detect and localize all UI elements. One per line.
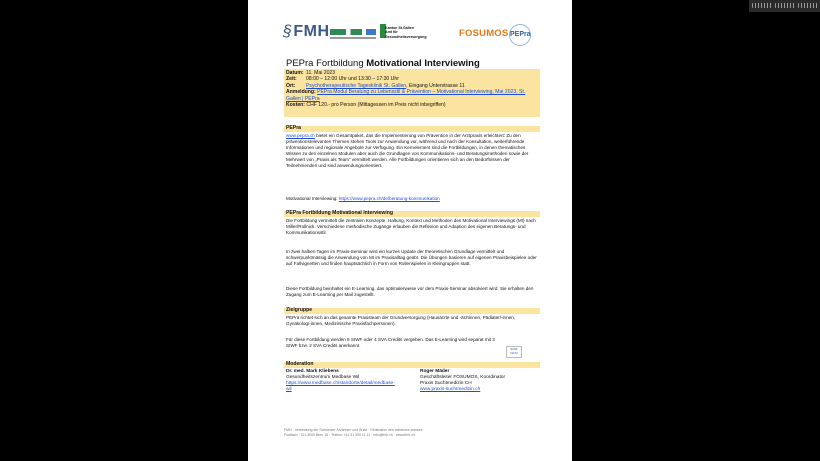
moderator-name: Roger Mäder <box>420 369 450 374</box>
praxis-suchtmedizin-link[interactable]: www.praxis-suchtmedizin.ch <box>420 387 481 392</box>
pepra-description: www.pepra.ch bietet ein Gesamtpaket, das die Implementierung von Prävention in der Arztpraxis erleichtert: Zu den präventionsrelevanten Themen stehen Tools zur Anwendung vor, während und nach der Konsultation, weiterführende Informationen und regionale Angebote zur Verfügung. Ein Kernelement sind die Fortbildungen, in denen thematisches Wissen zu den einzelnen Modulen aber auch die Grundlagen von Kommunikations- und Beratungsmethoden sowie der Mehrwert von „Praxis als Team“ vermittelt werden. Alle Fortbildungen orientieren sich an den Bedürfnissen der Teilnehmenden und sind anwendungsorientiert. <box>286 133 529 168</box>
fmh-logo-stripe <box>330 29 376 35</box>
control-dots-icon[interactable] <box>798 3 818 8</box>
pepra-logo: PEPra <box>509 24 531 46</box>
zielgruppe-paragraph-1: PEPra richtet sich an das gesamte Praxisteam der Grundversorgung (Hausärzte und -ärztinnen, Pädiater/-innen, Gynäkolog/-innen, Medizinische Praxisfachpersonen). <box>286 315 516 326</box>
siwf-credits-badge: SIWF ISFM <box>506 346 522 358</box>
section-header-moderation: Moderation <box>284 362 540 368</box>
moderator-role: Geschäftsleiter FOSUMOS, Koordinator <box>420 375 506 380</box>
fortbildung-paragraph-1: Die Fortbildung vermittelt die zentralen Konzepte, Haltung, Kontext und Methoden des Motivational Interviewings (MI) nach Miller/Rollnick. Verschiedene methodische Zugänge erlauben die Reflexion und Adaption des eigenen Beratungs- und Kommunikationsstil. <box>286 218 536 235</box>
page-footer: FMH · Verbindung der Schweizer Ärztinnen und Ärzte · Fédération des médecins suisses Postfach · CH-3000 Bern 15 · Telefon +41 31 359 11 11 · info@fmh.ch · www.fmh.ch <box>284 428 423 437</box>
mi-link-line: Motivational Interviewing: https://www.pepra.ch/de/beratung-kommunikation <box>286 196 440 201</box>
moderator-name: Dr. med. Mark Kliebens <box>286 369 339 374</box>
fmh-logo: §FMH <box>283 23 330 40</box>
event-info-box: Datum: 11. Mai 2023 Zeit: 08:00 – 12:00 Uhr und 13:30 – 17:30 Uhr Ort: Psychotherapeutische Tagesklinik St. Gallen, Eingang Unterstrasse 11 Anmeldung: PEPra Modul Beratung zu Lebensstil & Prävention – Motivational Interviewing, Mai 2023, St. Gallen | PEPra Kosten: CHF 120.- pro Person (Mittagessen im Preis nicht inbegriffen) <box>284 69 540 117</box>
document-page <box>248 0 572 461</box>
moderator-org: Gesundheitszentrum Medbase Wil <box>286 375 360 380</box>
mi-website-link[interactable]: https://www.pepra.ch/de/beratung-kommunikation <box>338 196 440 201</box>
fortbildung-paragraph-2: In zwei halben Tagen im Praxis-Seminar wird ein kurzes Update der theoretischen Grundlage vermittelt und schwerpunktmässig die Anwendung von MI im Praxisalltag geübt. Die Übungen basieren auf eigenen Praxisbeispielen oder auf Fallvignetten und finden hauptsächlich in Form von Rollenspielen in Kleingruppen statt. <box>286 249 537 266</box>
logo-bar <box>248 18 572 48</box>
registration-link[interactable]: PEPra Modul Beratung zu Lebensstil & Prävention – Motivational Interviewing, Mai 2023, St. Gallen | PEPra <box>286 89 526 102</box>
pepra-website-link[interactable]: www.pepra.ch <box>286 133 315 138</box>
canton-sg-logo-text: Kanton St.Gallen Amt für Gesundheitsversorgung <box>385 26 427 39</box>
moderator-left <box>286 369 416 393</box>
window-controls <box>749 0 820 12</box>
moderator-org: Praxis Suchtmedizin CH <box>420 381 472 386</box>
section-header-fortbildung: PEPra Fortbildung Motivational Interviewing <box>284 211 540 217</box>
control-dots-icon[interactable] <box>752 3 772 8</box>
medbase-link[interactable]: https://www.medbase.ch/standorte/detail/medbase-wil <box>286 381 395 392</box>
page-title: PEPra Fortbildung Motivational Interviewing <box>286 58 480 69</box>
section-header-pepra: PEPra <box>284 126 540 132</box>
control-dots-icon[interactable] <box>775 3 795 8</box>
moderator-right <box>420 369 540 393</box>
fortbildung-paragraph-3: Diese Fortbildung beinhaltet ein E-Learning, das optimalerweise vor dem Praxis-Seminar absolviert wird. Sie erhalten den Zugang zum E-Learning per Mail zugestellt. <box>286 286 534 297</box>
fosumos-logo: FOSUMOS <box>459 28 509 39</box>
zielgruppe-paragraph-2: Für diese Fortbildung werden 8 SIWF oder 4 SVA Credits vergeben. Das E-Learning wird separat mit 3 SIWF bzw. 2 SVA Credits anerkannt. <box>286 337 495 348</box>
fmh-logo-underline <box>330 37 376 39</box>
venue-link[interactable]: Psychotherapeutische Tagesklinik St. Gallen <box>306 82 407 89</box>
section-header-zielgruppe: Zielgruppe <box>284 308 540 314</box>
